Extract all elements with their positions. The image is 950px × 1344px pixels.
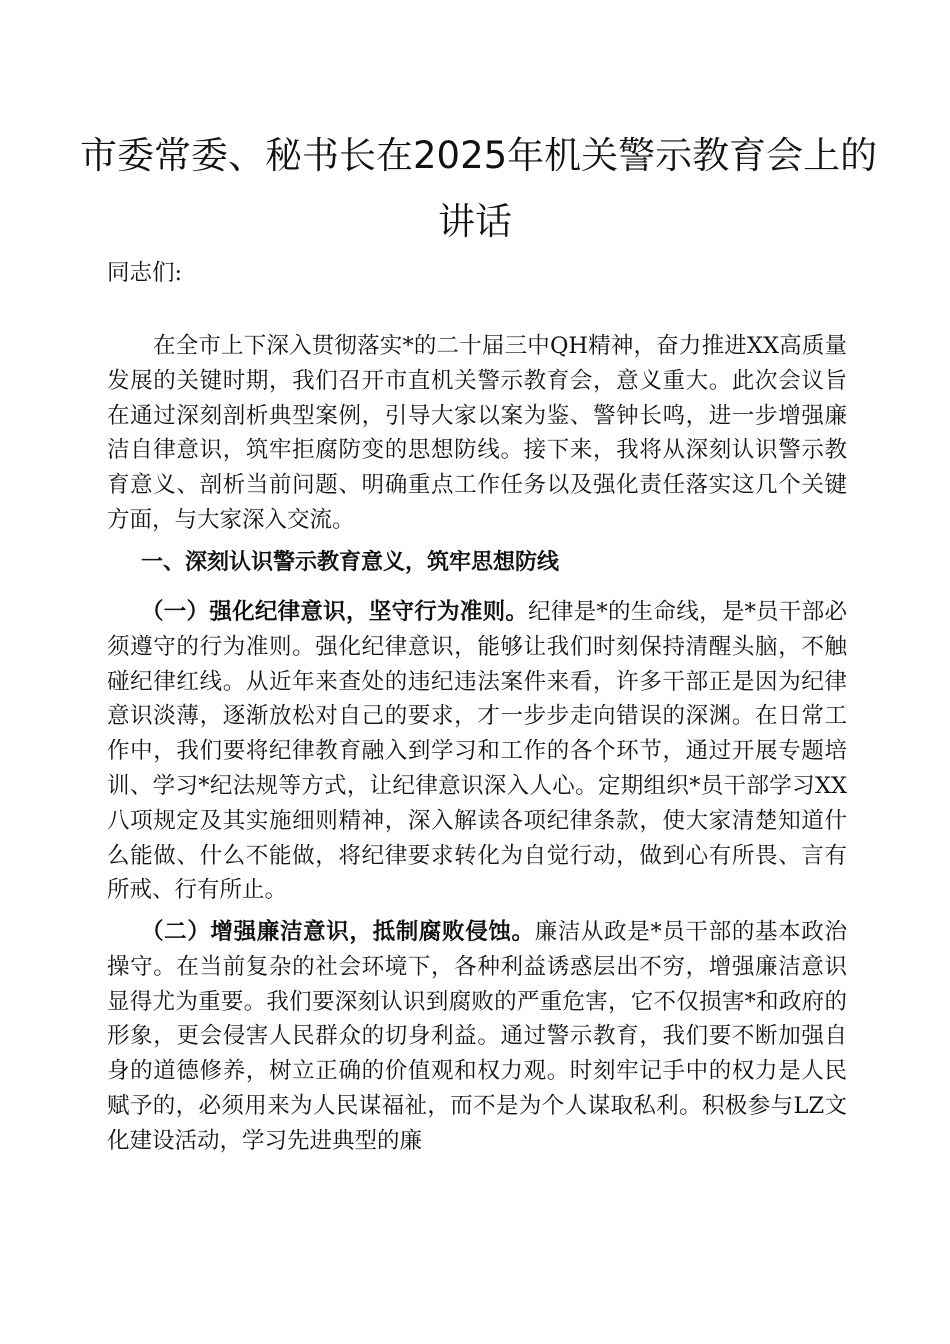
subsection-2-heading: （二）增强廉洁意识，抵制腐败侵蚀。 [141,919,535,945]
document-title-line-2: 讲话 [438,200,512,243]
subsection-1-paragraph [107,595,847,908]
subsection-2-body: 廉洁从政是*员干部的基本政治操守。在当前复杂的社会环境下，各种利益诱惑层出不穷，增强廉洁意识显得尤为重要。我们要深刻认识到腐败的严重危害，它不仅损害*和政府的形象，更会侵害人民群众的切身利益。通过警示教育，我们要不断加强自身的道德修养，树立正确的价值观和权力观。时刻牢记手中的权力是人民赋予的，必须用来为人民谋福祉，而不是为个人谋取私利。积极参与LZ文化建设活动，学习先进典型的廉 [107,919,847,1154]
intro-paragraph: 在全市上下深入贯彻落实*的二十届三中QH精神，奋力推进XX高质量发展的关键时期，我们召开市直机关警示教育会，意义重大。此次会议旨在通过深刻剖析典型案例，引导大家以案为鉴、警钟长鸣，进一步增强廉洁自律意识，筑牢拒腐防变的思想防线。接下来，我将从深刻认识警示教育意义、剖析当前问题、明确重点工作任务以及强化责任落实这几个关键方面，与大家深入交流。 [107,333,847,533]
document-title-line-1: 市委常委、秘书长在2025年机关警示教育会上的 [80,134,878,177]
subsection-2-paragraph [107,915,847,1159]
salutation: 同志们: [107,260,183,286]
subsection-1-heading: （一）强化纪律意识，坚守行为准则。 [141,599,529,625]
section-1-heading: 一、深刻认识警示教育意义，筑牢思想防线 [141,550,560,575]
subsection-1-body: 纪律是*的生命线，是*员干部必须遵守的行为准则。强化纪律意识，能够让我们时刻保持清醒头脑，不触碰纪律红线。从近年来查处的违纪违法案件来看，许多干部正是因为纪律意识淡薄，逐渐放松对自己的要求，才一步步走向错误的深渊。在日常工作中，我们要将纪律教育融入到学习和工作的各个环节，通过开展专题培训、学习*纪法规等方式，让纪律意识深入人心。定期组织*员干部学习XX八项规定及其实施细则精神，深入解读各项纪律条款，使大家清楚知道什么能做、什么不能做，将纪律要求转化为自觉行动，做到心有所畏、言有所戒、行有所止。 [107,599,847,904]
